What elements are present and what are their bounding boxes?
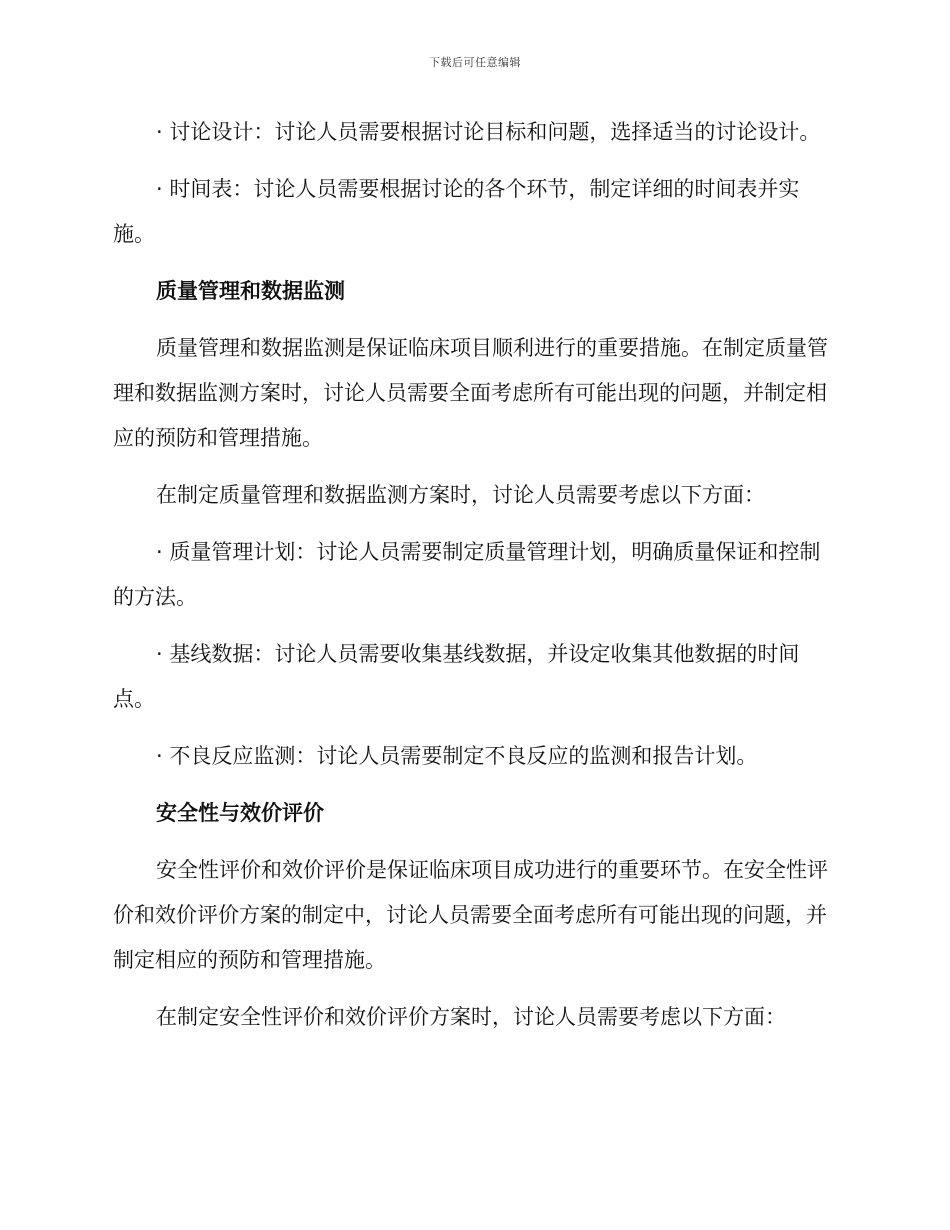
paragraph-quality-aspects: 在制定质量管理和数据监测方案时，讨论人员需要考虑以下方面： bbox=[156, 483, 765, 507]
section-heading-quality: 质量管理和数据监测 bbox=[156, 279, 345, 303]
paragraph-safety-intro: 安全性评价和效价评价是保证临床项目成功进行的重要环节。在安全性评价和效价评价方案的制定中，讨论人员需要全面考虑所有可能出现的问题，并制定相应的预防和管理措施。 bbox=[113, 858, 828, 972]
section-heading-safety: 安全性与效价评价 bbox=[156, 801, 324, 825]
bullet-quality-plan: · 质量管理计划：讨论人员需要制定质量管理计划，明确质量保证和控制的方法。 bbox=[113, 540, 821, 609]
header-note: 下载后可任意编辑 bbox=[429, 56, 521, 69]
bullet-timeline: · 时间表：讨论人员需要根据讨论的各个环节，制定详细的时间表并实施。 bbox=[113, 177, 800, 246]
paragraph-quality-intro: 质量管理和数据监测是保证临床项目顺利进行的重要措施。在制定质量管理和数据监测方案时，讨论人员需要全面考虑所有可能出现的问题，并制定相应的预防和管理措施。 bbox=[113, 336, 828, 450]
bullet-adverse-monitoring: · 不良反应监测：讨论人员需要制定不良反应的监测和报告计划。 bbox=[156, 744, 758, 768]
document-body bbox=[113, 110, 835, 1052]
bullet-discussion-design: · 讨论设计：讨论人员需要根据讨论目标和问题，选择适当的讨论设计。 bbox=[156, 120, 821, 144]
bullet-baseline-data: · 基线数据：讨论人员需要收集基线数据，并设定收集其他数据的时间点。 bbox=[113, 642, 800, 711]
paragraph-safety-aspects: 在制定安全性评价和效价评价方案时，讨论人员需要考虑以下方面： bbox=[156, 1005, 786, 1029]
